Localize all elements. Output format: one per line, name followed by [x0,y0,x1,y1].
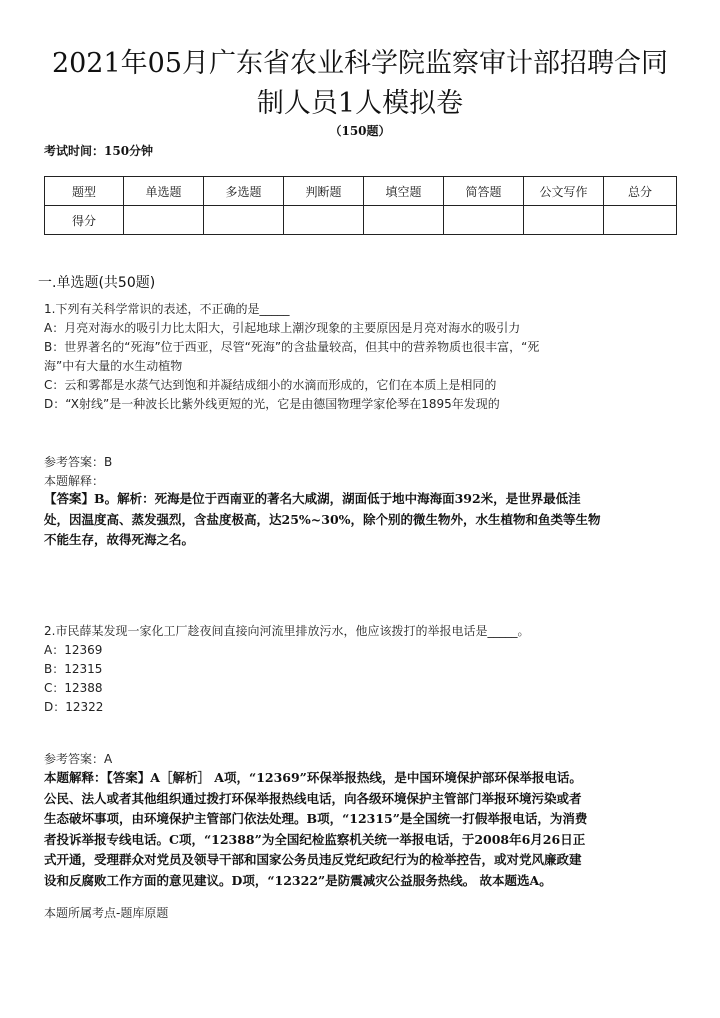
question-2 [44,622,684,717]
analysis-line: 【答案】B。解析：死海是位于西南亚的著名大咸湖，湖面低于地中海海面392米，是世界最低洼 [44,491,581,506]
option-b-cont: 海”中有大量的水生动植物 [44,359,183,373]
analysis-line: 设和反腐败工作方面的意见建议。D项，“12322”是防震减灾公益服务热线。 故本题选A。 [44,872,552,888]
option-d: D：“X射线”是一种波长比紫外线更短的光，它是由德国物理学家伦琴在1895年发现的 [44,397,500,411]
option-a: A：12369 [44,643,103,657]
answer-block-1 [44,453,684,491]
option-c: C：12388 [44,681,103,695]
analysis-line: 式开通，受理群众对党员及领导干部和国家公务员违反党纪政纪行为的检举控告，或对党风廉政建 [44,852,582,867]
header-cell: 多选题 [204,177,284,206]
analysis-line: 公民、法人或者其他组织通过拨打环保举报热线电话，向各级环境保护主管部门举报环境污染或者 [44,790,582,806]
score-cell [444,206,524,235]
doc-title-line1: 2021年05月广东省农业科学院监察审计部招聘合同 [51,48,669,79]
score-cell [204,206,284,235]
score-cell [524,206,604,235]
score-row-label: 得分 [45,206,124,235]
option-d: D：12322 [44,700,104,714]
score-cell [604,206,677,235]
header-cell: 题型 [45,177,124,206]
score-table-header-row [45,177,677,206]
question-1 [44,300,684,414]
score-cell [364,206,444,235]
analysis-line: 生态破坏事项，由环境保护主管部门依法处理。B项，“12315”是全国统一打假举报电话，为消费 [44,811,588,826]
analysis-line: 者投诉举报专线电话。C项，“12388”为全国纪检监察机关统一举报电话，于2008年6月26日正 [44,831,586,847]
score-table-score-row [45,206,677,235]
reference-answer: 参考答案：A [44,752,113,766]
header-cell: 判断题 [284,177,364,206]
analysis-label: 本题解释： [44,474,105,488]
header-cell: 公文写作 [524,177,604,206]
score-cell [124,206,204,235]
header-cell: 填空题 [364,177,444,206]
topic-footer: 本题所属考点-题库原题 [44,906,169,920]
option-b: B：12315 [44,662,103,676]
header-cell: 总分 [604,177,677,206]
option-a: A：月亮对海水的吸引力比太阳大，引起地球上潮汐现象的主要原因是月亮对海水的吸引力 [44,321,521,335]
header-cell: 简答题 [444,177,524,206]
score-table [44,176,677,235]
analysis-1 [44,489,684,551]
option-b: B：世界著名的“死海”位于西亚，尽管“死海”的含盐量较高，但其中的营养物质也很丰富，“死 [44,340,540,354]
section-title: 一.单选题(共50题) [38,275,156,291]
doc-title-line2: 制人员1人模拟卷 [256,88,464,119]
analysis-2 [44,768,684,891]
analysis-line: 处，因温度高、蒸发强烈，含盐度极高，达25%~30%，除个别的微生物外，水生植物和鱼类等生物 [44,511,601,527]
header-cell: 单选题 [124,177,204,206]
exam-time: 考试时间：150分钟 [44,144,154,158]
question-stem: 1.下列有关科学常识的表述，不正确的是_____ [44,302,290,316]
analysis-line: 不能生存，故得死海之名。 [44,532,195,547]
option-c: C：云和雾都是水蒸气达到饱和并凝结成细小的水滴而形成的，它们在本质上是相同的 [44,378,497,392]
reference-answer: 参考答案：B [44,455,113,469]
analysis-line: 本题解释：【答案】A［解析］ A项，“12369”环保举报热线，是中国环境保护部环保举报电话。 [44,770,582,785]
answer-block-2 [44,750,684,769]
question-count: （150题） [329,124,391,138]
question-stem: 2.市民薛某发现一家化工厂趁夜间直接向河流里排放污水，他应该拨打的举报电话是_____。 [44,624,530,638]
score-cell [284,206,364,235]
